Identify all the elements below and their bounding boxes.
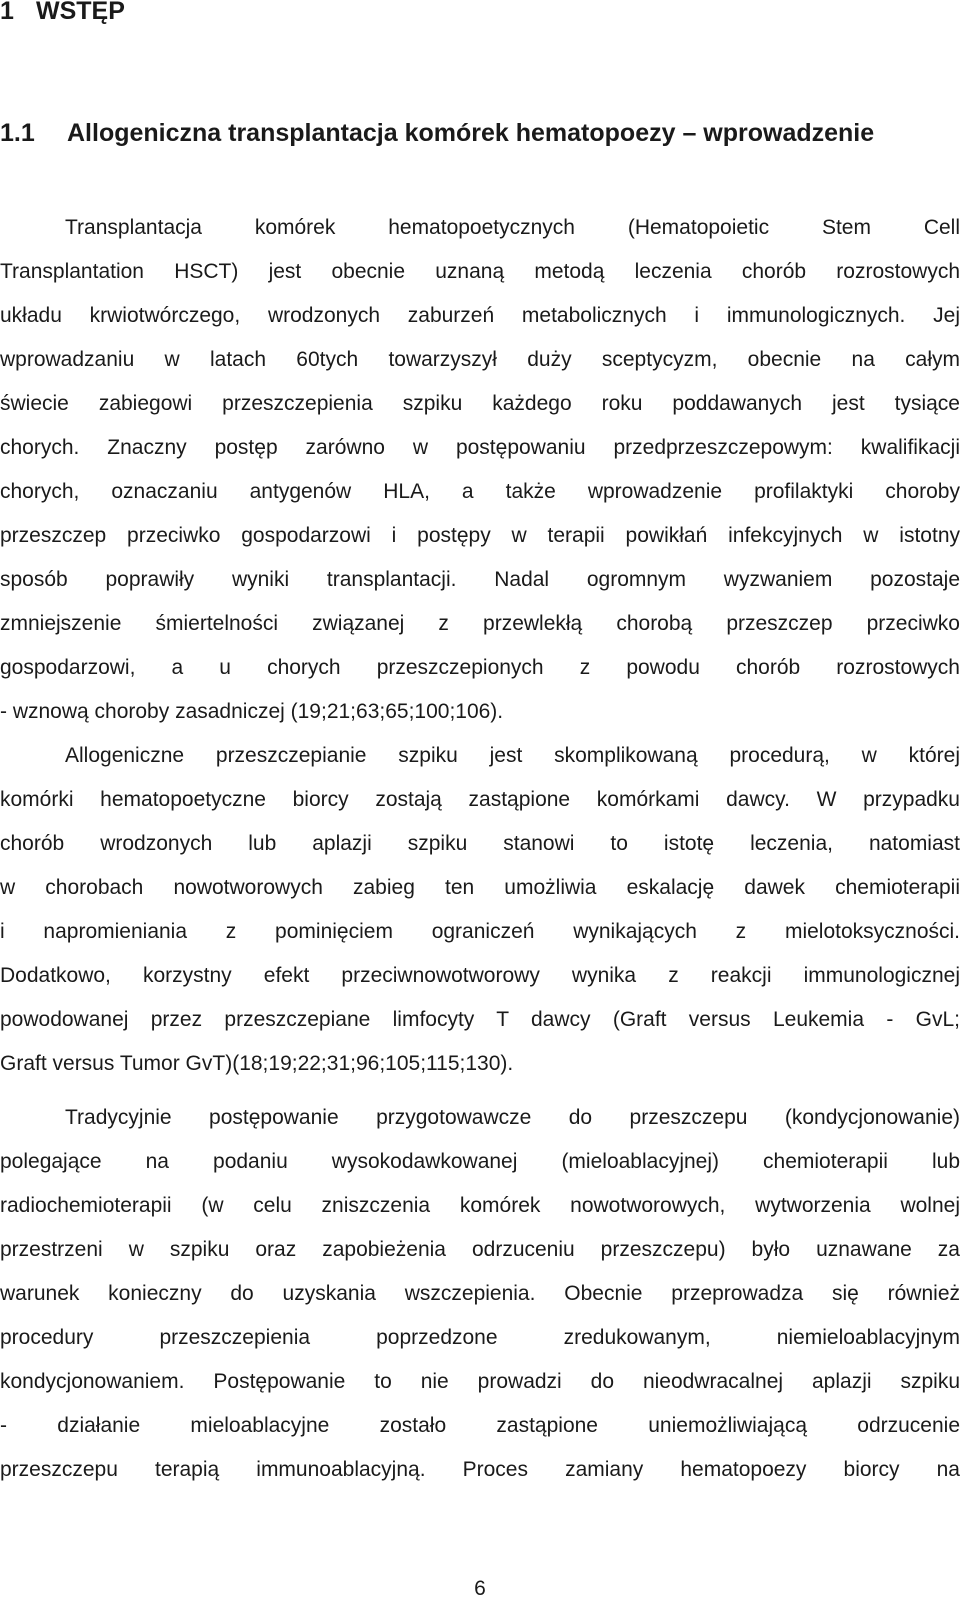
section-heading <box>0 116 874 150</box>
paragraph-3-line: Tradycyjnie postępowanie przygotowawcze do przeszczepu (kondycjonowanie) <box>65 1106 960 1129</box>
paragraph-1-line: chorych, oznaczaniu antygenów HLA, a także wprowadzenie profilaktyki choroby <box>0 480 960 503</box>
paragraph-1-line: układu krwiotwórczego, wrodzonych zaburzeń metabolicznych i immunologicznych. Jej <box>0 304 960 327</box>
paragraph-2-line: Dodatkowo, korzystny efekt przeciwnowotworowy wynika z reakcji immunologicznej <box>0 964 960 987</box>
paragraph-1-line: - wznową choroby zasadniczej (19;21;63;65;100;106). <box>0 700 504 723</box>
chapter-heading <box>0 0 125 28</box>
page-number: 6 <box>474 1577 486 1600</box>
paragraph-1-line: Transplantacja komórek hematopoetycznych (Hematopoietic Stem Cell <box>65 216 960 239</box>
paragraph-1-line: chorych. Znaczny postęp zarówno w postępowaniu przedprzeszczepowym: kwalifikacji <box>0 436 960 459</box>
paragraph-3-line: radiochemioterapii (w celu zniszczenia komórek nowotworowych, wytworzenia wolnej <box>0 1194 960 1217</box>
paragraph-1-line: przeszczep przeciwko gospodarzowi i postępy w terapii powikłań infekcyjnych w istotny <box>0 524 960 547</box>
paragraph-1-line: świecie zabiegowi przeszczepienia szpiku każdego roku poddawanych jest tysiące <box>0 392 960 415</box>
paragraph-3-line: kondycjonowaniem. Postępowanie to nie prowadzi do nieodwracalnej aplazji szpiku <box>0 1370 960 1393</box>
paragraph-1-line: wprowadzaniu w latach 60tych towarzyszył duży sceptycyzm, obecnie na całym <box>0 348 960 371</box>
section-title: Allogeniczna transplantacja komórek hematopoezy – wprowadzenie <box>67 119 875 147</box>
paragraph-2-line: i napromieniania z pominięciem ograniczeń wynikających z mielotoksyczności. <box>0 920 960 943</box>
paragraph-3-line: - działanie mieloablacyjne zostało zastąpione uniemożliwiającą odrzucenie <box>0 1414 960 1437</box>
paragraph-2-line: Graft versus Tumor GvT)(18;19;22;31;96;105;115;130). <box>0 1052 514 1075</box>
paragraph-2-line: komórki hematopoetyczne biorcy zostają zastąpione komórkami dawcy. W przypadku <box>0 788 960 811</box>
paragraph-2-line: chorób wrodzonych lub aplazji szpiku stanowi to istotę leczenia, natomiast <box>0 832 960 855</box>
paragraph-2-line: w chorobach nowotworowych zabieg ten umożliwia eskalację dawek chemioterapii <box>0 876 960 899</box>
paragraph-3-line: warunek konieczny do uzyskania wszczepienia. Obecnie przeprowadza się również <box>0 1282 960 1305</box>
paragraph-1-line: gospodarzowi, a u chorych przeszczepionych z powodu chorób rozrostowych <box>0 656 960 679</box>
paragraph-3-line: przestrzeni w szpiku oraz zapobieżenia odrzuceniu przeszczepu) było uznawane za <box>0 1238 960 1261</box>
paragraph-1-line: zmniejszenie śmiertelności związanej z przewlekłą chorobą przeszczep przeciwko <box>0 612 960 635</box>
section-number: 1.1 <box>0 119 35 147</box>
paragraph-3-line: procedury przeszczepienia poprzedzone zredukowanym, niemieloablacyjnym <box>0 1326 960 1349</box>
chapter-title: WSTĘP <box>36 0 125 25</box>
paragraph-1-line: Transplantation HSCT) jest obecnie uznaną metodą leczenia chorób rozrostowych <box>0 260 960 283</box>
paragraph-2-line: powodowanej przez przeszczepiane limfocyty T dawcy (Graft versus Leukemia - GvL; <box>0 1008 960 1031</box>
paragraph-3-line: przeszczepu terapią immunoablacyjną. Proces zamiany hematopoezy biorcy na <box>0 1458 960 1481</box>
paragraph-3-line: polegające na podaniu wysokodawkowanej (mieloablacyjnej) chemioterapii lub <box>0 1150 960 1173</box>
paragraph-2-line: Allogeniczne przeszczepianie szpiku jest skomplikowaną procedurą, w której <box>65 744 960 767</box>
chapter-number: 1 <box>0 0 14 25</box>
paragraph-1-line: sposób poprawiły wyniki transplantacji. Nadal ogromnym wyzwaniem pozostaje <box>0 568 960 591</box>
